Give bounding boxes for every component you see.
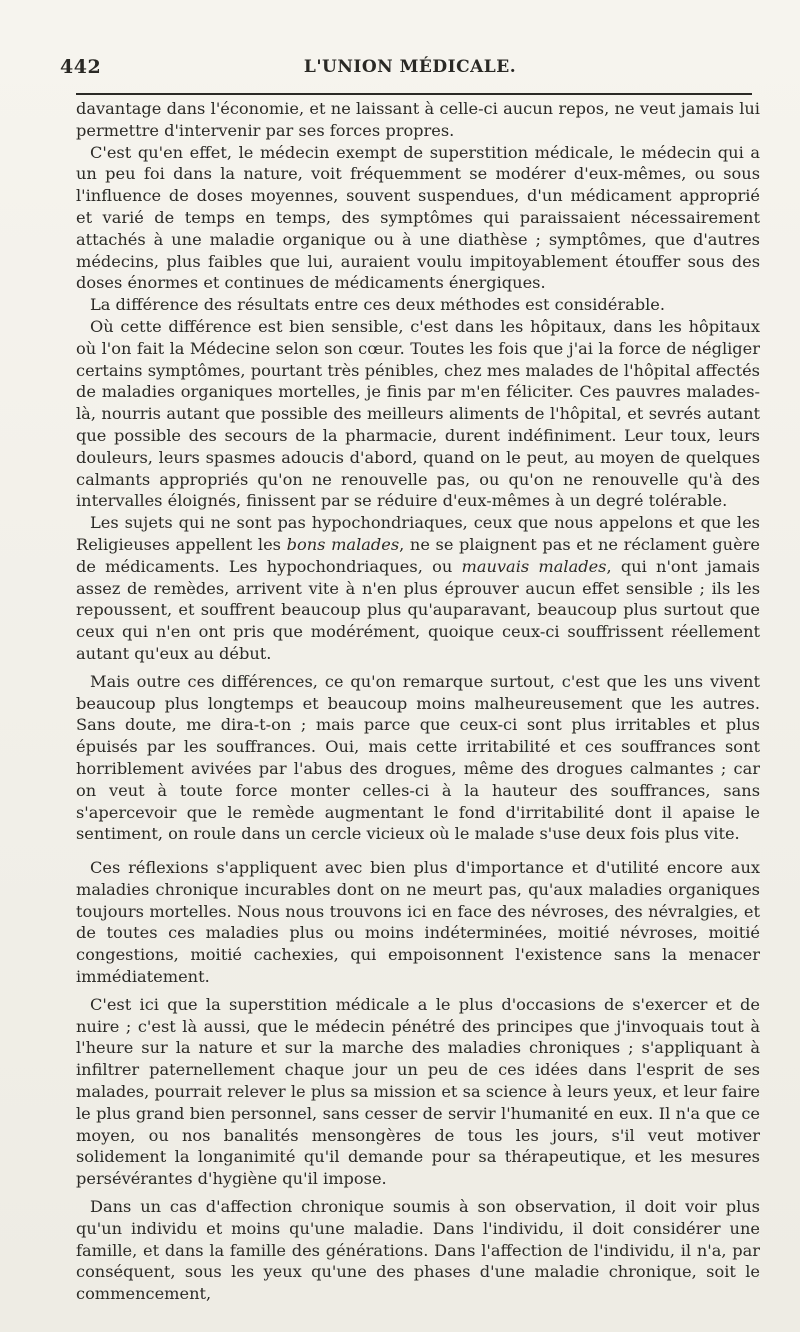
paragraph: C'est ici que la superstition médicale a le plus d'occasions de s'exercer et de nuire ; c'est là aussi, que le médecin pénétré des principes que j'invoquais tout à l'heure sur la nature et sur la marche des maladies chroniques ; s'appliquant à infiltrer paternellement chaque jour un peu de ces idées dans l'esprit de ses malades, pourrait relever le plus sa mission et sa science à leurs yeux, et leur faire le plus grand bien personnel, sans cesser de servir l'humanité en eux. Il n'a que ce moyen, ou nos banalités mensongères de tous les jours, s'il veut motiver solidement la longanimité qu'il demande pour sa thérapeutique, et les mesures persévérantes d'hygiène qu'il impose.: [76, 994, 760, 1189]
paragraph: Mais outre ces différences, ce qu'on remarque surtout, c'est que les uns vivent beaucoup plus longtemps et beaucoup moins malheureusement que les autres. Sans doute, me dira-t-on ; mais parce que ceux-ci sont plus irritables et plus épuisés par les souffrances. Oui, mais cette irritabilité et ces souffrances sont horriblement avivées par l'abus des drogues, même des drogues calmantes ; car on veut à toute force monter celles-ci à la hauteur des souffrances, sans s'apercevoir que le remède augmentant le fond d'irritabilité dont il apaise le sentiment, on roule dans un cercle vicieux où le malade s'use deux fois plus vite.: [76, 671, 760, 844]
paragraph-continuation: davantage dans l'économie, et ne laissant à celle-ci aucun repos, ne veut jamais lui permettre d'intervenir par ses forces propres.: [76, 99, 760, 140]
italic-term-bons-malades: bons malades: [286, 534, 400, 554]
page-number: 442: [60, 56, 102, 78]
running-title: L'UNION MÉDICALE.: [303, 57, 517, 77]
page-header: [60, 56, 760, 86]
paragraph-segment: , ne se plaignent pas et ne réclament guère de médicaments. Les hypochondriaques, ou: [76, 534, 760, 576]
paragraph-gap: [76, 845, 760, 857]
paragraph: La différence des résultats entre ces deux méthodes est considérable.: [90, 295, 666, 315]
paragraph: Où cette différence est bien sensible, c'est dans les hôpitaux, dans les hôpitaux où l'on fait la Médecine selon son cœur. Toutes les fois que j'ai la force de négliger certains symptômes, pourtant très pénibles, chez mes malades de l'hôpital affectés de maladies organiques mortelles, je finis par m'en féliciter. Ces pauvres malades-là, nourris autant que possible des meilleurs aliments de l'hôpital, et sevrés autant que possible des secours de la pharmacie, durent indéfiniment. Leur toux, leurs douleurs, leurs spasmes adoucis d'abord, quand on le peut, au moyen de quelques calmants appropriés qu'on ne renouvelle pas, ou qu'on ne renouvelle qu'à des intervalles éloignés, finissent par se réduire d'eux-mêmes à un degré tolérable.: [76, 316, 760, 511]
italic-term-mauvais-malades: mauvais malades: [461, 556, 607, 576]
paragraph: Dans un cas d'affection chronique soumis à son observation, il doit voir plus qu'un individu et moins qu'une maladie. Dans l'individu, il doit considérer une famille, et dans la famille des générations. Dans l'affection de l'individu, il n'a, par conséquent, sous les yeux qu'une des phases d'une maladie chronique, soit le commencement,: [76, 1197, 760, 1304]
paragraph: C'est qu'en effet, le médecin exempt de superstition médicale, le médecin qui a un peu foi dans la nature, voit fréquemment se modérer d'eux-mêmes, ou sous l'influence de doses moyennes, souvent suspendues, d'un médicament approprié et varié de temps en temps, des symptômes qui paraissaient nécessairement attachés à une maladie organique ou à une diathèse ; symptômes, que d'autres médecins, plus faibles que lui, auraient voulu impitoyablement étouffer sous des doses énormes et continues de médicaments énergiques.: [76, 142, 760, 293]
header-rule: [76, 93, 752, 95]
paragraph-with-italics: [76, 512, 760, 665]
paragraph-segment: , qui n'ont jamais assez de remèdes, arrivent vite à n'en plus éprouver aucun effet sensible ; ils les repoussent, et souffrent beaucoup plus qu'auparavant, beaucoup plus surtout que ceux qui n'en ont pris que modérément, quoique ceux-ci souffrissent réellement autant qu'eux au début.: [76, 556, 760, 663]
body-text: [76, 98, 760, 1305]
paragraph-segment: Les sujets qui ne sont pas hypochondriaques, ceux que nous appelons et que les Religieuses appellent les: [76, 513, 760, 554]
paragraph: Ces réflexions s'appliquent avec bien plus d'importance et d'utilité encore aux maladies chronique incurables dont on ne meurt pas, qu'aux maladies organiques toujours mortelles. Nous nous trouvons ici en face des névroses, des névralgies, et de toutes ces maladies plus ou moins indéterminées, moitié névroses, moitié congestions, moitié cachexies, qui empoisonnent l'existence sans la menacer immédiatement.: [76, 858, 760, 987]
